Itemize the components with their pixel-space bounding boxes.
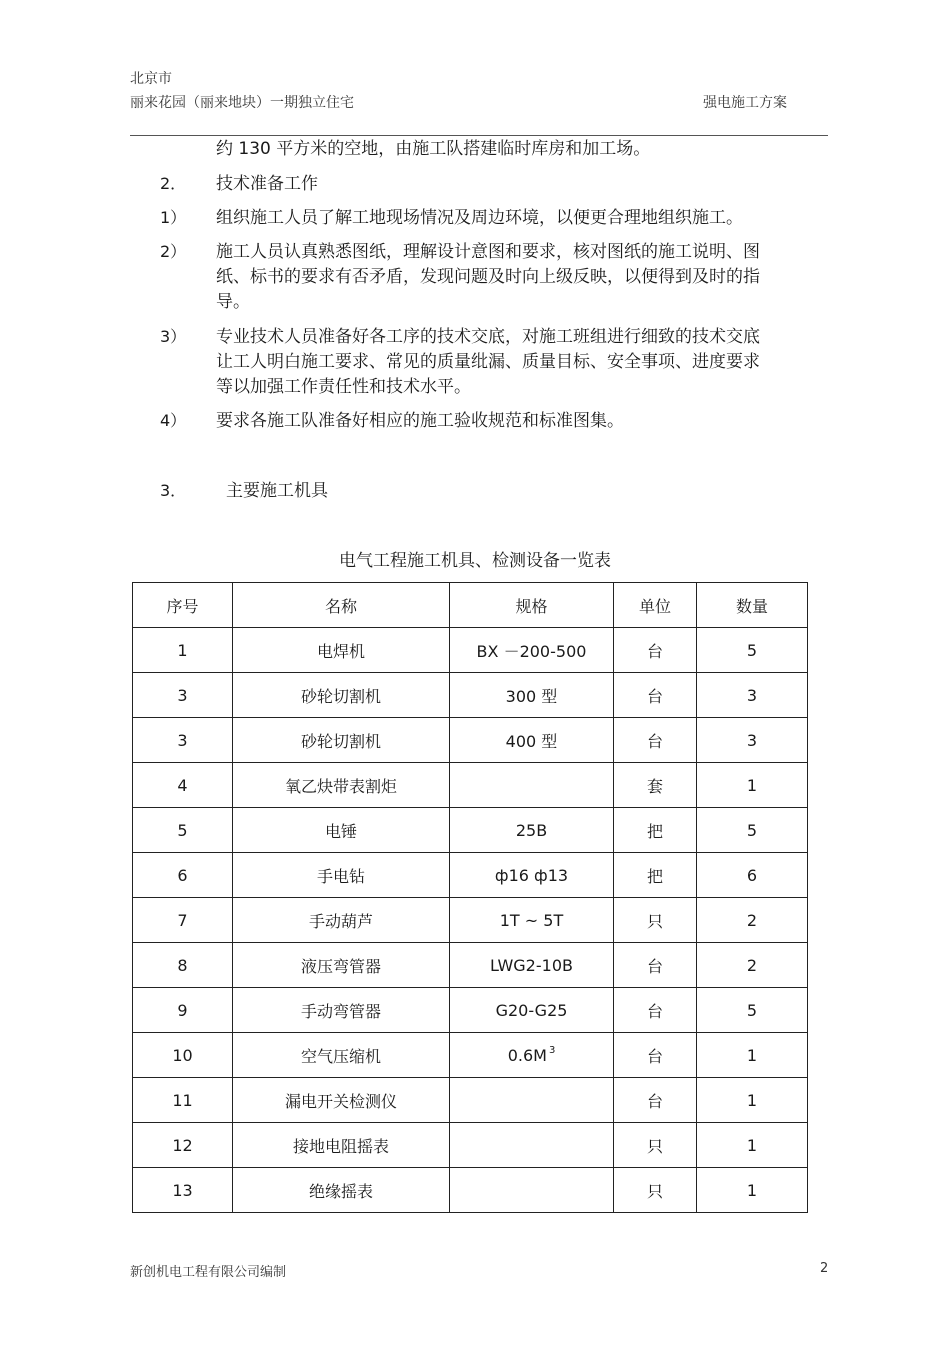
cell-unit: 台 — [614, 943, 697, 988]
table-row — [133, 763, 808, 808]
table-row — [133, 898, 808, 943]
cell-quantity: 3 — [697, 673, 808, 718]
item-4-number: 4） — [160, 411, 187, 430]
cell-spec: 1T ~ 5T — [450, 898, 614, 943]
cell-quantity: 2 — [697, 898, 808, 943]
cell-index: 6 — [133, 853, 233, 898]
cell-index: 4 — [133, 763, 233, 808]
section-3-number: 3． — [160, 481, 187, 500]
cell-spec: BX －200-500 — [450, 628, 614, 673]
cell-spec-superscript: 3 — [548, 1045, 556, 1056]
section-2-title: 技术准备工作 — [216, 174, 318, 194]
cell-unit: 把 — [614, 808, 697, 853]
cell-index: 3 — [133, 718, 233, 763]
cell-name: 手动葫芦 — [233, 898, 450, 943]
cell-quantity: 5 — [697, 628, 808, 673]
cell-unit: 只 — [614, 1123, 697, 1168]
table-row — [133, 943, 808, 988]
cell-spec: 25B — [450, 808, 614, 853]
cell-index: 12 — [133, 1123, 233, 1168]
item-4-line-1: 要求各施工队准备好相应的施工验收规范和标准图集。 — [216, 411, 624, 431]
cell-index: 5 — [133, 808, 233, 853]
cell-quantity: 5 — [697, 988, 808, 1033]
item-2-number: 2） — [160, 242, 187, 261]
cell-quantity: 3 — [697, 718, 808, 763]
cell-unit: 只 — [614, 898, 697, 943]
cell-name: 绝缘摇表 — [233, 1168, 450, 1213]
section-3-title: 主要施工机具 — [226, 481, 328, 501]
item-1-line-1: 组织施工人员了解工地现场情况及周边环境，以便更合理地组织施工。 — [216, 208, 743, 228]
cell-quantity: 1 — [697, 1033, 808, 1078]
cell-quantity: 1 — [697, 1078, 808, 1123]
cell-spec: ф16 ф13 — [450, 853, 614, 898]
table-row — [133, 988, 808, 1033]
header-cell-quantity: 数量 — [697, 583, 808, 628]
cell-index: 13 — [133, 1168, 233, 1213]
equipment-table — [132, 582, 808, 1213]
cell-name: 空气压缩机 — [233, 1033, 450, 1078]
cell-name: 手电钻 — [233, 853, 450, 898]
item-3-line-1: 专业技术人员准备好各工序的技术交底，对施工班组进行细致的技术交底 — [216, 327, 760, 347]
table-row — [133, 673, 808, 718]
cell-name: 砂轮切割机 — [233, 673, 450, 718]
header-cell-index: 序号 — [133, 583, 233, 628]
cell-spec: G20-G25 — [450, 988, 614, 1033]
cell-name: 手动弯管器 — [233, 988, 450, 1033]
item-3-line-2: 让工人明白施工要求、常见的质量纰漏、质量目标、安全事项、进度要求 — [216, 352, 760, 372]
item-2-line-1: 施工人员认真熟悉图纸，理解设计意图和要求，核对图纸的施工说明、图 — [216, 242, 760, 262]
cell-unit: 只 — [614, 1168, 697, 1213]
item-2-line-2: 纸、标书的要求有否矛盾，发现问题及时向上级反映，以便得到及时的指 — [216, 267, 760, 287]
page-number: 2 — [820, 1261, 829, 1276]
cell-index: 7 — [133, 898, 233, 943]
cell-unit: 台 — [614, 1033, 697, 1078]
cell-index: 9 — [133, 988, 233, 1033]
cell-spec — [450, 1168, 614, 1213]
cell-unit: 台 — [614, 718, 697, 763]
cell-unit: 台 — [614, 628, 697, 673]
item-3-line-3: 等以加强工作责任性和技术水平。 — [216, 377, 471, 397]
cell-name: 氧乙炔带表割炬 — [233, 763, 450, 808]
header-city: 北京市 — [130, 71, 172, 87]
cell-index: 8 — [133, 943, 233, 988]
table-row — [133, 1168, 808, 1213]
cell-unit: 把 — [614, 853, 697, 898]
header-project: 丽来花园（丽来地块）一期独立住宅 — [130, 95, 354, 111]
cell-quantity: 5 — [697, 808, 808, 853]
cell-index: 3 — [133, 673, 233, 718]
table-row — [133, 853, 808, 898]
cell-name: 接地电阻摇表 — [233, 1123, 450, 1168]
cell-spec — [450, 763, 614, 808]
cell-quantity: 6 — [697, 853, 808, 898]
cell-name: 电锤 — [233, 808, 450, 853]
table-row — [133, 1078, 808, 1123]
item-3-number: 3） — [160, 327, 187, 346]
cell-name: 电焊机 — [233, 628, 450, 673]
cell-quantity: 2 — [697, 943, 808, 988]
cell-spec — [450, 1033, 614, 1078]
item-2-line-3: 导。 — [216, 292, 250, 312]
cell-spec: 400 型 — [450, 718, 614, 763]
cell-unit: 套 — [614, 763, 697, 808]
table-title: 电气工程施工机具、检测设备一览表 — [339, 551, 611, 571]
cell-spec — [450, 1078, 614, 1123]
cell-name: 漏电开关检测仪 — [233, 1078, 450, 1123]
cell-unit: 台 — [614, 988, 697, 1033]
table-row — [133, 1123, 808, 1168]
table-row — [133, 808, 808, 853]
cell-index: 11 — [133, 1078, 233, 1123]
section-2-number: 2． — [160, 174, 187, 193]
cell-index: 1 — [133, 628, 233, 673]
header-cell-unit: 单位 — [614, 583, 697, 628]
cell-spec — [450, 1123, 614, 1168]
header-doc-title: 强电施工方案 — [703, 95, 787, 111]
header-cell-spec: 规格 — [450, 583, 614, 628]
cell-index: 10 — [133, 1033, 233, 1078]
cell-unit: 台 — [614, 1078, 697, 1123]
cell-quantity: 1 — [697, 763, 808, 808]
table-row — [133, 628, 808, 673]
table-header-row — [133, 583, 808, 628]
item-1-number: 1） — [160, 208, 187, 227]
cell-spec: LWG2-10B — [450, 943, 614, 988]
cell-unit: 台 — [614, 673, 697, 718]
cell-quantity: 1 — [697, 1123, 808, 1168]
cell-name: 砂轮切割机 — [233, 718, 450, 763]
header-cell-name: 名称 — [233, 583, 450, 628]
footer-company: 新创机电工程有限公司编制 — [130, 1265, 287, 1280]
cell-spec: 300 型 — [450, 673, 614, 718]
cell-name: 液压弯管器 — [233, 943, 450, 988]
cell-quantity: 1 — [697, 1168, 808, 1213]
continued-line: 约 130 平方米的空地，由施工队搭建临时库房和加工场。 — [216, 139, 651, 159]
table-row — [133, 718, 808, 763]
cell-spec-value: 0.6M — [507, 1046, 547, 1065]
table-row — [133, 1033, 808, 1078]
